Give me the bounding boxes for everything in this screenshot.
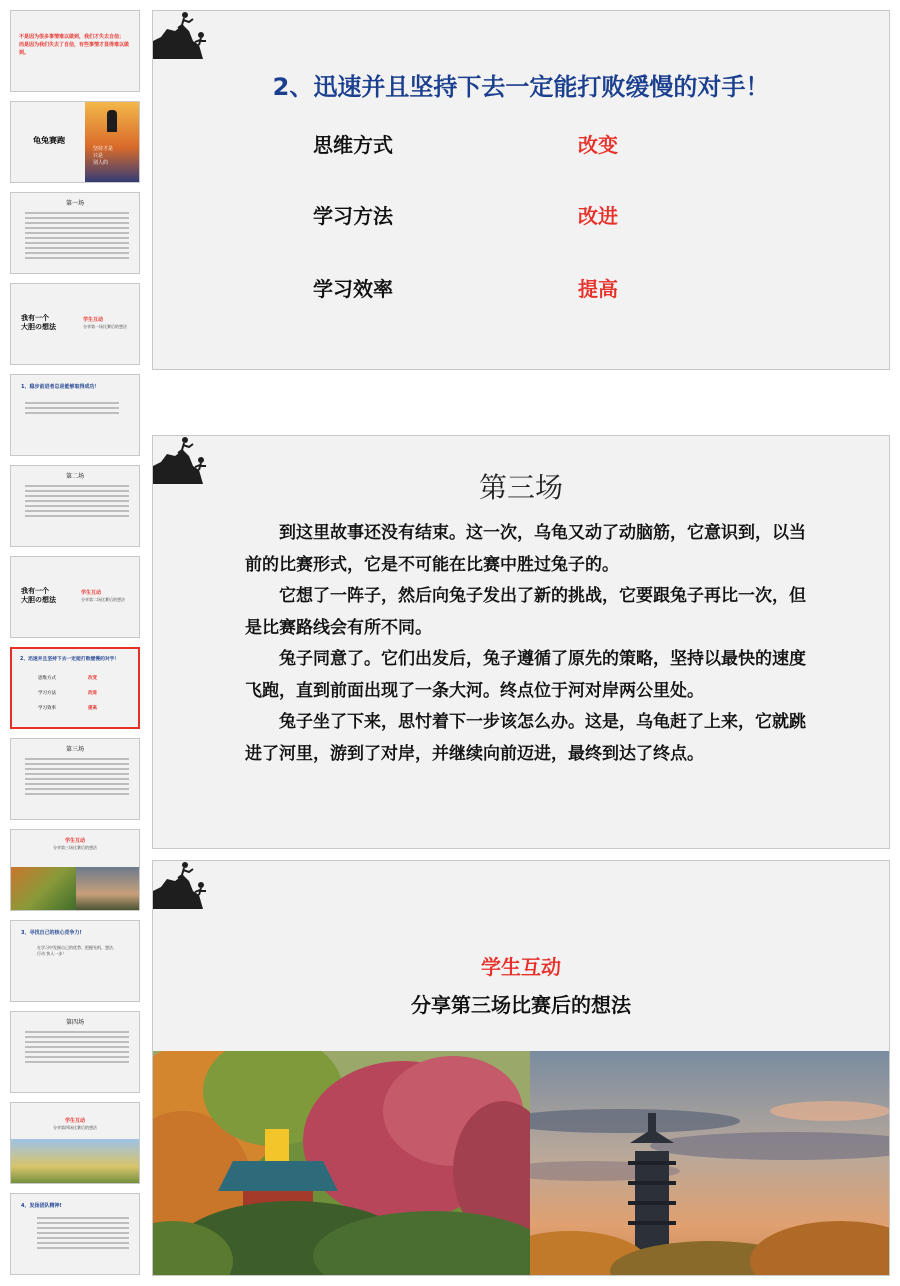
thumbnail-title: 第四场: [65, 1019, 84, 1026]
paragraph-1: 到这里故事还没有结束。这一次，乌龟又动了动脑筋，它意识到，以当前的比赛形式，它是不可能在比赛中胜过兔子的。: [245, 523, 806, 575]
thumbnail-slide-9[interactable]: [10, 738, 140, 820]
paragraph-4: 兔子坐了下来，思忖着下一步该怎么办。这是，乌龟赶了上来，它就跳进了河里，游到了对岸，并继续向前迈进，最终到达了终点。: [245, 712, 806, 764]
thumbnail-title: 3、寻找自己的核心竞争力!: [21, 930, 82, 936]
autumn-pavilion-photo: [153, 1051, 530, 1276]
row-value-study-method: 改进: [578, 204, 618, 228]
thumbnail-slide-12[interactable]: [10, 1011, 140, 1093]
thumbnail-title: 第二场: [65, 473, 84, 480]
thumbnail-text-lines: [25, 209, 129, 262]
story-body: [245, 518, 819, 770]
slide-title: 2、迅速并且坚持下去一定能打败缓慢的对手！: [272, 73, 770, 101]
thumbnail-pagoda-image: [76, 867, 140, 911]
slide-2-fast-and-persistent[interactable]: [152, 10, 890, 370]
thumbnail-slide-13[interactable]: 学生互动 分享第四场比赛后的想法: [10, 1102, 140, 1184]
thumbnail-slide-1[interactable]: [10, 10, 140, 92]
thumbnail-title: 4、发扬团队精神!: [21, 1203, 62, 1209]
slide-thumbnail-panel[interactable]: [0, 0, 148, 1286]
thumbnail-slide-8-selected[interactable]: 2、迅速并且坚持下去一定能打败缓慢的对手！ 思维方式 学习方法 学习效率 改变 改进 提高: [10, 647, 140, 729]
row-label-study-method: 学习方法: [313, 204, 393, 228]
thumbnail-slide-3[interactable]: [10, 192, 140, 274]
thumbnail-title: 龟兔赛跑: [33, 136, 65, 145]
slide-round-three-story[interactable]: [152, 435, 890, 849]
thumbnail-slide-14[interactable]: [10, 1193, 140, 1275]
thumbnail-slide-4[interactable]: 我有一个 大胆の想法 学生互动 分享第一场比赛后的想法: [10, 283, 140, 365]
paragraph-2: 它想了一阵子，然后向兔子发出了新的挑战，它要跟兔子再比一次，但是比赛路线会有所不同。: [245, 586, 806, 638]
thumbnail-doodle: 我有一个 大胆の想法: [21, 314, 56, 331]
thumbnail-slide-7[interactable]: 我有一个 大胆の想法 学生互动 分享第二场比赛后的想法: [10, 556, 140, 638]
thumbnail-slide-5[interactable]: [10, 374, 140, 456]
climber-logo-icon: [153, 11, 209, 59]
thumbnail-slide-11[interactable]: 3、寻找自己的核心竞争力! 在学习中发掘自己的优势、把握先机、想法、行动 快人一步！: [10, 920, 140, 1002]
interaction-label: 学生互动: [481, 955, 561, 979]
slide-title: 第三场: [478, 471, 563, 504]
thumbnail-title: 第一场: [65, 200, 84, 207]
thumbnail-slide-2[interactable]: [10, 101, 140, 183]
row-label-thinking: 思维方式: [313, 133, 393, 157]
row-value-thinking: 改变: [578, 133, 618, 157]
row-value-efficiency: 提高: [578, 277, 618, 301]
thumbnail-quote: 不是因为很多事情难以做到，我们才失去自信； 而是因为我们失去了自信，有些事情才显得难以做到。: [19, 34, 130, 56]
thumbnail-title: 1、稳步前进者总是能够取得成功！: [21, 384, 100, 390]
thumbnail-slide-10[interactable]: 学生互动 分享第三场比赛后的想法: [10, 829, 140, 911]
thumbnail-title: 第三场: [65, 746, 84, 753]
pagoda-sunset-photo: [530, 1051, 890, 1276]
thumbnail-sunset-image: 坚持才是 只是 别人的: [85, 102, 140, 183]
slide-title: 分享第三场比赛后的想法: [411, 993, 631, 1017]
thumbnail-autumn-image: [11, 867, 76, 911]
thumbnail-slide-6[interactable]: [10, 465, 140, 547]
thumbnail-ginkgo-image: [11, 1139, 140, 1184]
slide-student-interaction-round-three[interactable]: [152, 860, 890, 1276]
paragraph-3: 兔子同意了。它们出发后，兔子遵循了原先的策略，坚持以最快的速度飞跑，直到前面出现了一条大河。终点位于河对岸两公里处。: [245, 649, 806, 701]
thumbnail-doodle: 我有一个 大胆の想法: [21, 587, 56, 604]
row-label-efficiency: 学习效率: [313, 277, 393, 301]
climber-logo-icon: [153, 861, 209, 909]
thumbnail-title: 2、迅速并且坚持下去一定能打败缓慢的对手！: [20, 657, 120, 662]
